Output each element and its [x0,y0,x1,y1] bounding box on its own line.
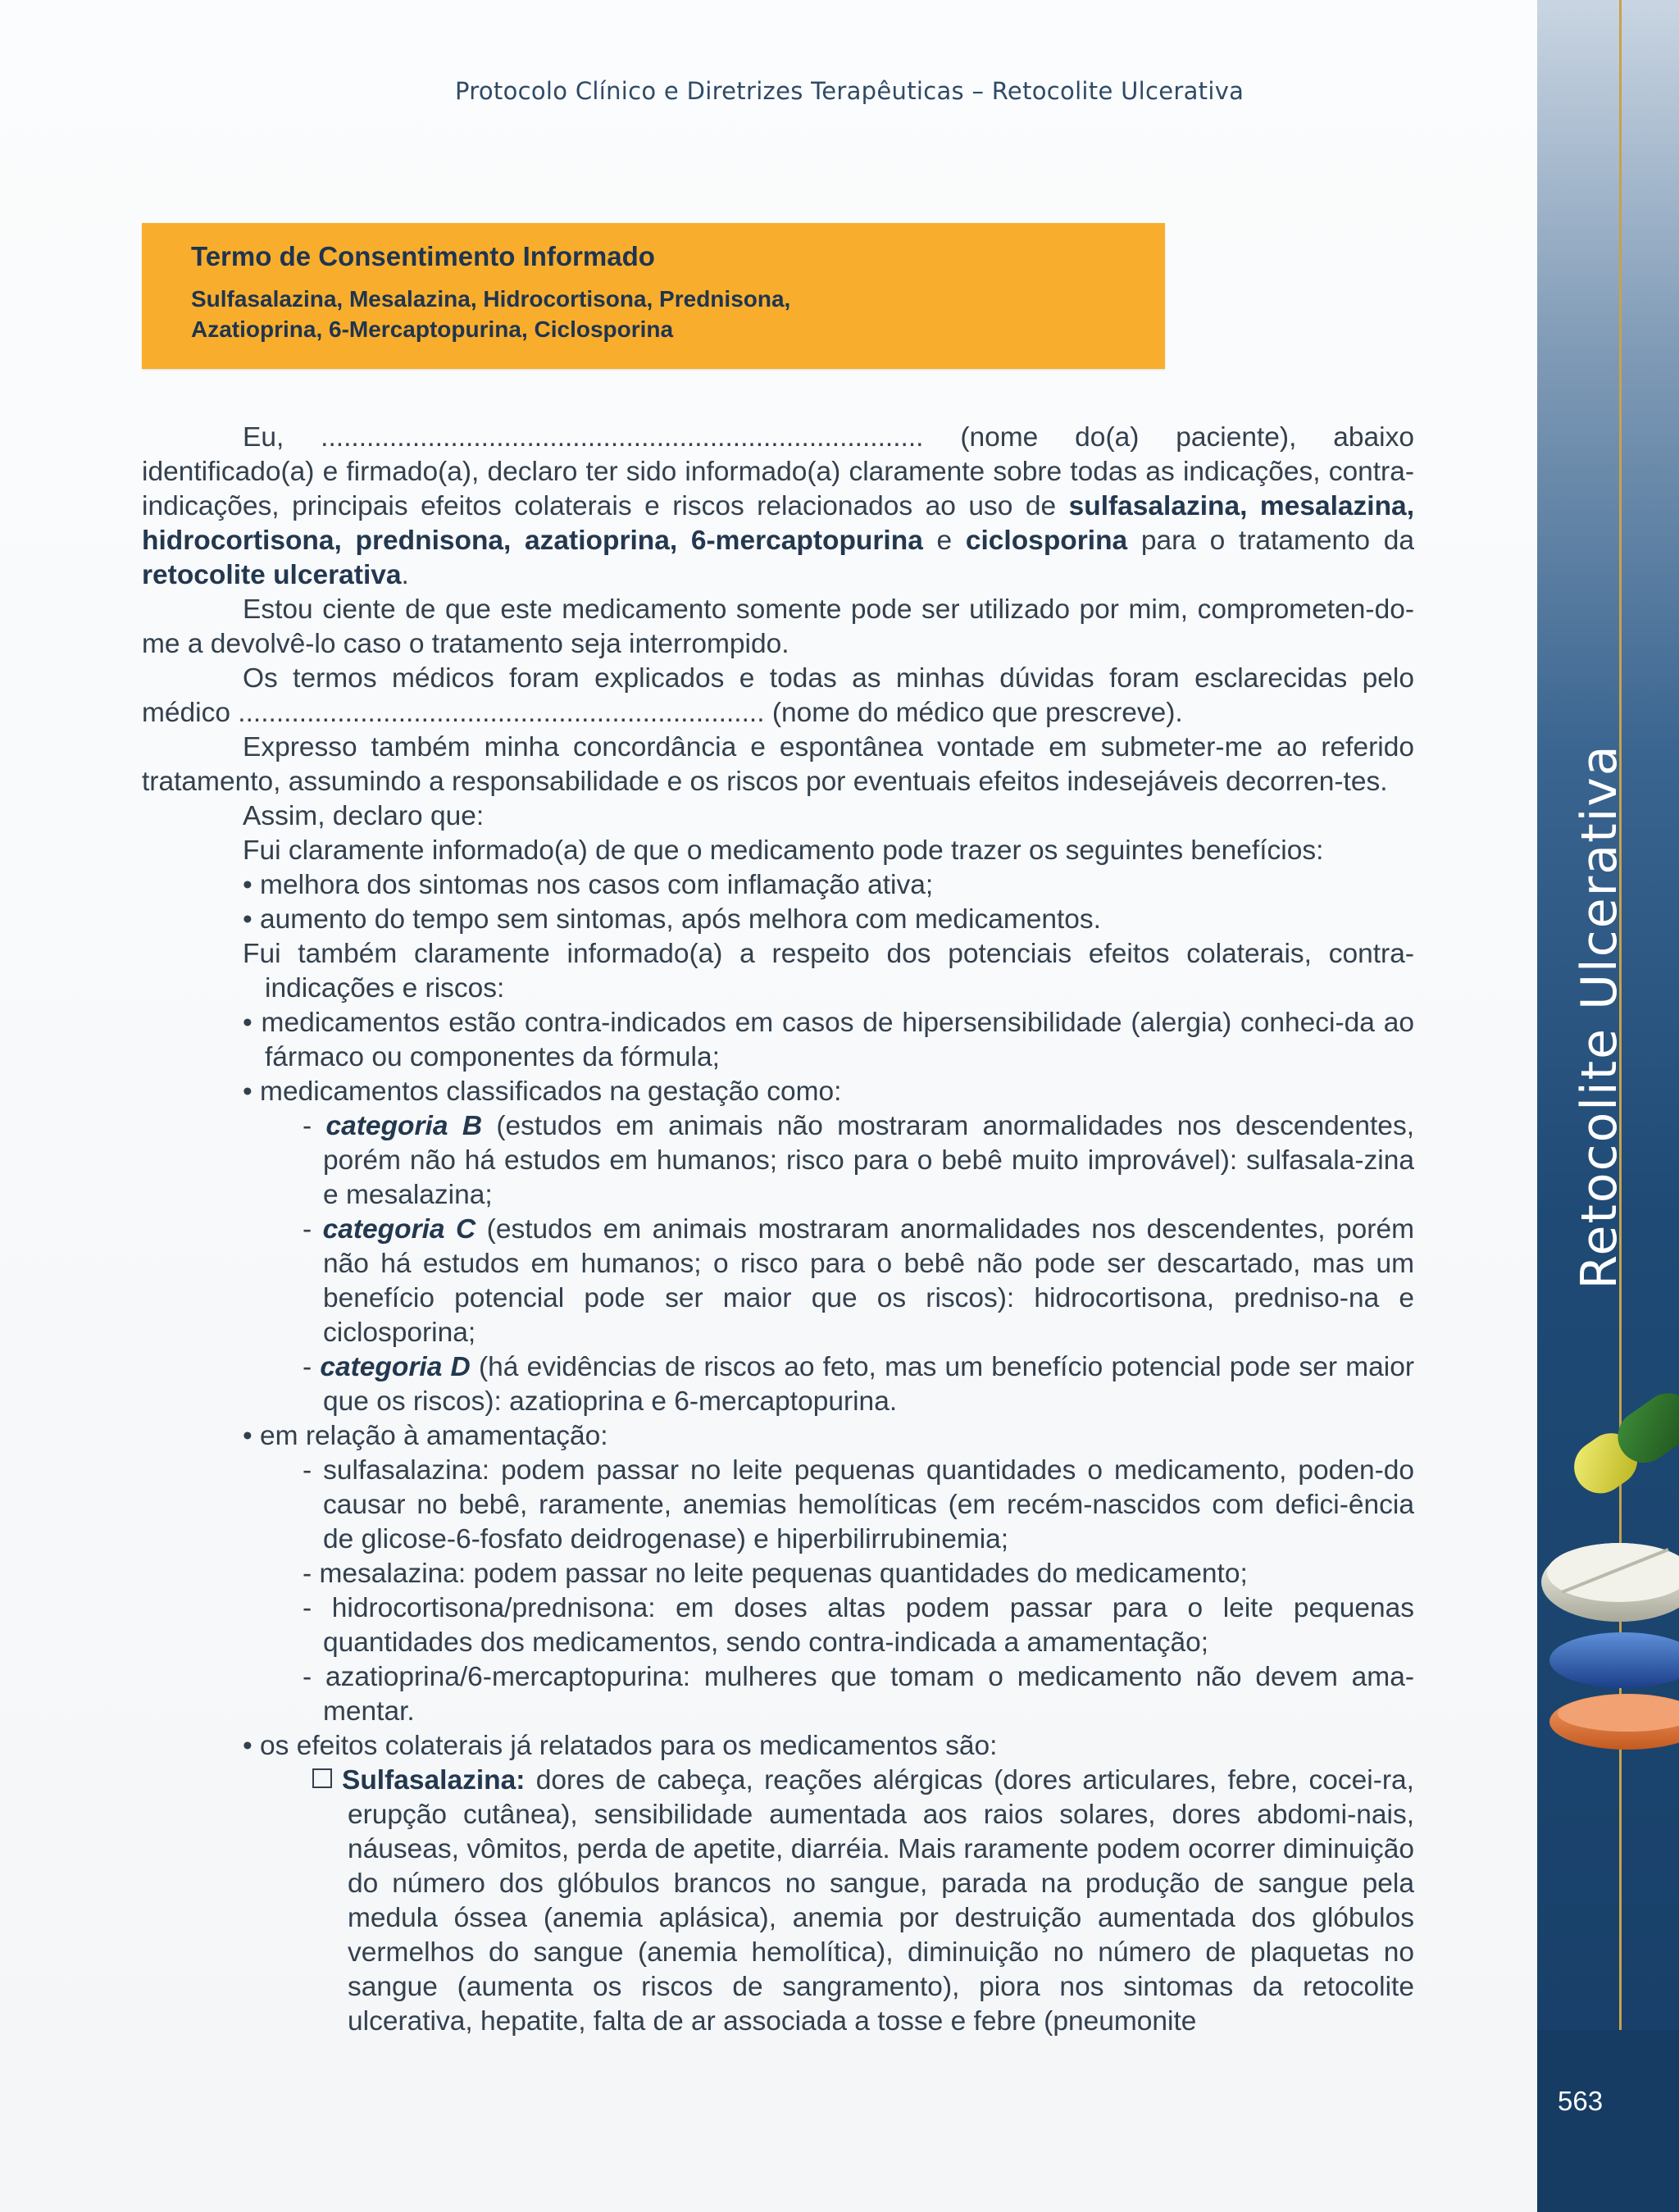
paragraph-declare: Assim, declaro que: [243,801,485,831]
category-text: (há evidências de riscos ao feto, mas um benefício potencial pode ser maior que os riscos): azatioprina e 6-mercaptopurina. [323,1352,1415,1417]
paragraph-declaration [142,421,1414,593]
consent-title-box [142,223,1165,369]
category-label: categoria B [325,1111,483,1141]
list-item: • melhora dos sintomas nos casos com inflamação ativa; [243,870,934,900]
sidebar-chapter-title: Retocolite Ulcerativa [1571,744,1628,1290]
consent-body [142,421,1414,2039]
declaration-text-2: para o tratamento da [1127,526,1414,556]
paragraph-risks-intro: Fui também claramente informado(a) a respeito dos potenciais efeitos colaterais, contra-indicações e riscos: [243,939,1414,1004]
paragraph-awareness: Estou ciente de que este medicamento somente pode ser utilizado por mim, comprometen-do-me a devolvê-lo caso o tratamento seja interrompido. [142,594,1414,659]
breastfeeding-item: - hidrocortisona/prednisona: em doses altas podem passar para o leite pequenas quantidades dos medicamentos, sendo contra-indicada a amamentação; [303,1593,1414,1658]
disease-name: retocolite ulcerativa [142,560,402,590]
page-number-panel [1537,2030,1679,2212]
drug-ciclosporina: ciclosporina [965,526,1128,556]
declaration-text: Eu, ............................................................................... (nome do(a) paciente), abaixo identificado(a) e firmado(a), declaro ter sido informado(a) claramente sobre todas as indicações, contra-indicações, principais efeitos colaterais e riscos relacionados ao uso de [142,422,1414,521]
paragraph-medical-terms: Os termos médicos foram explicados e todas as minhas dúvidas foram esclarecidas pelo médico ..................................................................... (nome do médico que prescreve). [142,663,1414,728]
paragraph-agreement: Expresso também minha concordância e espontânea vontade em submeter-me ao referido tratamento, assumindo a responsabilidade e os riscos por eventuais efeitos indesejáveis decorren-tes. [142,732,1414,797]
conjunction: e [922,526,966,556]
breastfeeding-item: - azatioprina/6-mercaptopurina: mulheres que tomam o medicamento não devem ama-mentar. [303,1662,1414,1727]
category-text: (estudos em animais não mostraram anormalidades nos descendentes, porém não há estudos em humanos; risco para o bebê muito improvável): sulfasala-zina e mesalazina; [323,1111,1414,1210]
side-effects-text: dores de cabeça, reações alérgicas (dores articulares, febre, cocei-ra, erupção cutânea), sensibilidade aumentada aos raios solares, dores abdomi-nais, náuseas, vômitos, perda de apetite, diarréia. Mais raramente podem ocorrer diminuição do número dos glóbulos brancos no sangue, parada na produção de sangue pela medula óssea (anemia aplásica), anemia por destruição aumentada dos glóbulos vermelhos do sangue (anemia hemolítica), diminuição no número de plaquetas no sangue (aumenta os riscos de sangramento), piora nos sintomas da retocolite ulcerativa, hepatite, falta de ar associada a tosse e febre (pneumonite [348,1765,1414,2037]
running-header: Protocolo Clínico e Diretrizes Terapêuticas – Retocolite Ulcerativa [455,77,1244,105]
checkbox-square-icon [312,1768,332,1788]
category-text: (estudos em animais mostraram anormalidades nos descendentes, porém não há estudos em humanos; o risco para o bebê não pode ser descartado, mas um benefício potencial pode ser maior que os riscos): hidrocortisona, predniso-na e ciclosporina; [323,1214,1414,1348]
drug-names: sulfasalazina, mesalazina, hidrocortisona, prednisona, azatioprina, 6-mercaptopurina [142,491,1415,556]
category-label: categoria D [320,1352,471,1382]
category-label: categoria C [322,1214,476,1245]
period: . [401,560,409,590]
side-effects-sulfasalazina [142,1764,1414,2039]
pills-illustration-icon [1537,1377,1679,1853]
pregnancy-category-item: - categoria C (estudos em animais mostraram anormalidades nos descendentes, porém não há estudos em humanos; o risco para o bebê não pode ser descartado, mas um benefício potencial pode ser maior que os riscos): hidrocortisona, predniso-na e ciclosporina; [303,1214,1414,1348]
consent-title: Termo de Consentimento Informado [191,241,655,271]
drug-label: Sulfasalazina: [342,1765,526,1796]
paragraph-benefits-intro: Fui claramente informado(a) de que o medicamento pode trazer os seguintes benefícios: [243,835,1324,866]
list-item: • aumento do tempo sem sintomas, após melhora com medicamentos. [243,904,1101,935]
pregnancy-category-item: - categoria D (há evidências de riscos ao feto, mas um benefício potencial pode ser maior que os riscos): azatioprina e 6-mercaptopurina. [303,1352,1415,1417]
list-item: • em relação à amamentação: [243,1421,608,1451]
list-item: • medicamentos estão contra-indicados em casos de hipersensibilidade (alergia) conheci-da ao fármaco ou componentes da fórmula; [243,1008,1414,1072]
breastfeeding-item: - mesalazina: podem passar no leite pequenas quantidades do medicamento; [303,1559,1248,1589]
pregnancy-category-item: - categoria B (estudos em animais não mostraram anormalidades nos descendentes, porém não há estudos em humanos; risco para o bebê muito improvável): sulfasala-zina e mesalazina; [303,1111,1414,1210]
consent-drug-list: Sulfasalazina, Mesalazina, Hidrocortisona, Prednisona, Azatioprina, 6-Mercaptopurina, Ciclosporina [191,286,791,342]
list-item: • medicamentos classificados na gestação como: [243,1076,842,1107]
list-item: • os efeitos colaterais já relatados para os medicamentos são: [243,1731,998,1761]
page-number: 563 [1558,2086,1604,2116]
breastfeeding-item: - sulfasalazina: podem passar no leite pequenas quantidades o medicamento, poden-do causar no bebê, raramente, anemias hemolíticas (em recém-nascidos com defici-ência de glicose-6-fosfato deidrogenase) e hiperbilirrubinemia; [303,1455,1414,1554]
